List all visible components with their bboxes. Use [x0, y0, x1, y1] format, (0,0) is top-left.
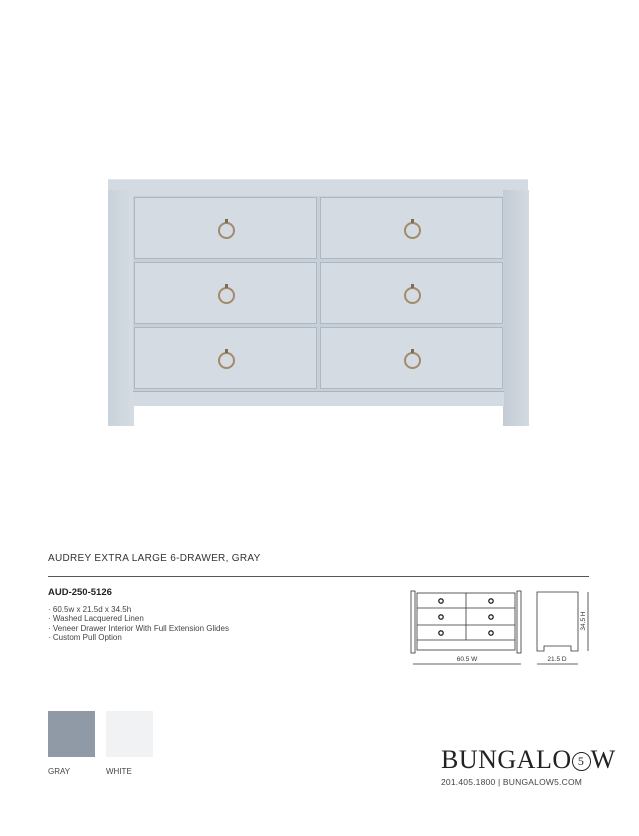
divider [48, 576, 589, 577]
dresser-base [133, 391, 504, 406]
ring-pull-icon [218, 222, 235, 239]
dresser-right-panel [503, 190, 529, 426]
dresser-left-panel [108, 190, 134, 426]
product-title: AUDREY EXTRA LARGE 6-DRAWER, GRAY [48, 553, 261, 564]
spec-item: · Washed Lacquered Linen [48, 614, 144, 624]
height-label: 34.5 H [580, 611, 587, 631]
spec-item: · Veneer Drawer Interior With Full Extension Glides [48, 623, 229, 633]
drawer [134, 327, 317, 389]
drawer [134, 262, 317, 324]
drawer [134, 197, 317, 259]
ring-pull-icon [218, 287, 235, 304]
side-view [537, 592, 578, 651]
depth-label: 21.5 D [547, 656, 567, 663]
product-sku: AUD-250-5126 [48, 587, 112, 598]
swatch-label: GRAY [48, 767, 71, 776]
spec-list [48, 605, 229, 643]
dimension-diagram [405, 585, 595, 670]
brand-logo: BUNGALO 5 W [441, 745, 616, 774]
swatch-white [106, 711, 153, 757]
front-right-panel [517, 591, 521, 653]
front-left-panel [411, 591, 415, 653]
spec-item: · 60.5w x 21.5d x 34.5h [48, 605, 132, 614]
ring-pull-icon [404, 222, 421, 239]
swatch-gray [48, 711, 95, 757]
ring-pull-icon [404, 352, 421, 369]
drawer [320, 262, 503, 324]
drawer [320, 327, 503, 389]
ring-pull-icon [404, 287, 421, 304]
ring-pull-icon [218, 352, 235, 369]
brand-contact: 201.405.1800 | BUNGALOW5.COM [441, 777, 583, 787]
drawer [320, 197, 503, 259]
width-label: 60.5 W [456, 656, 478, 663]
spec-item: · Custom Pull Option [48, 633, 122, 643]
swatch-label: WHITE [106, 767, 132, 776]
